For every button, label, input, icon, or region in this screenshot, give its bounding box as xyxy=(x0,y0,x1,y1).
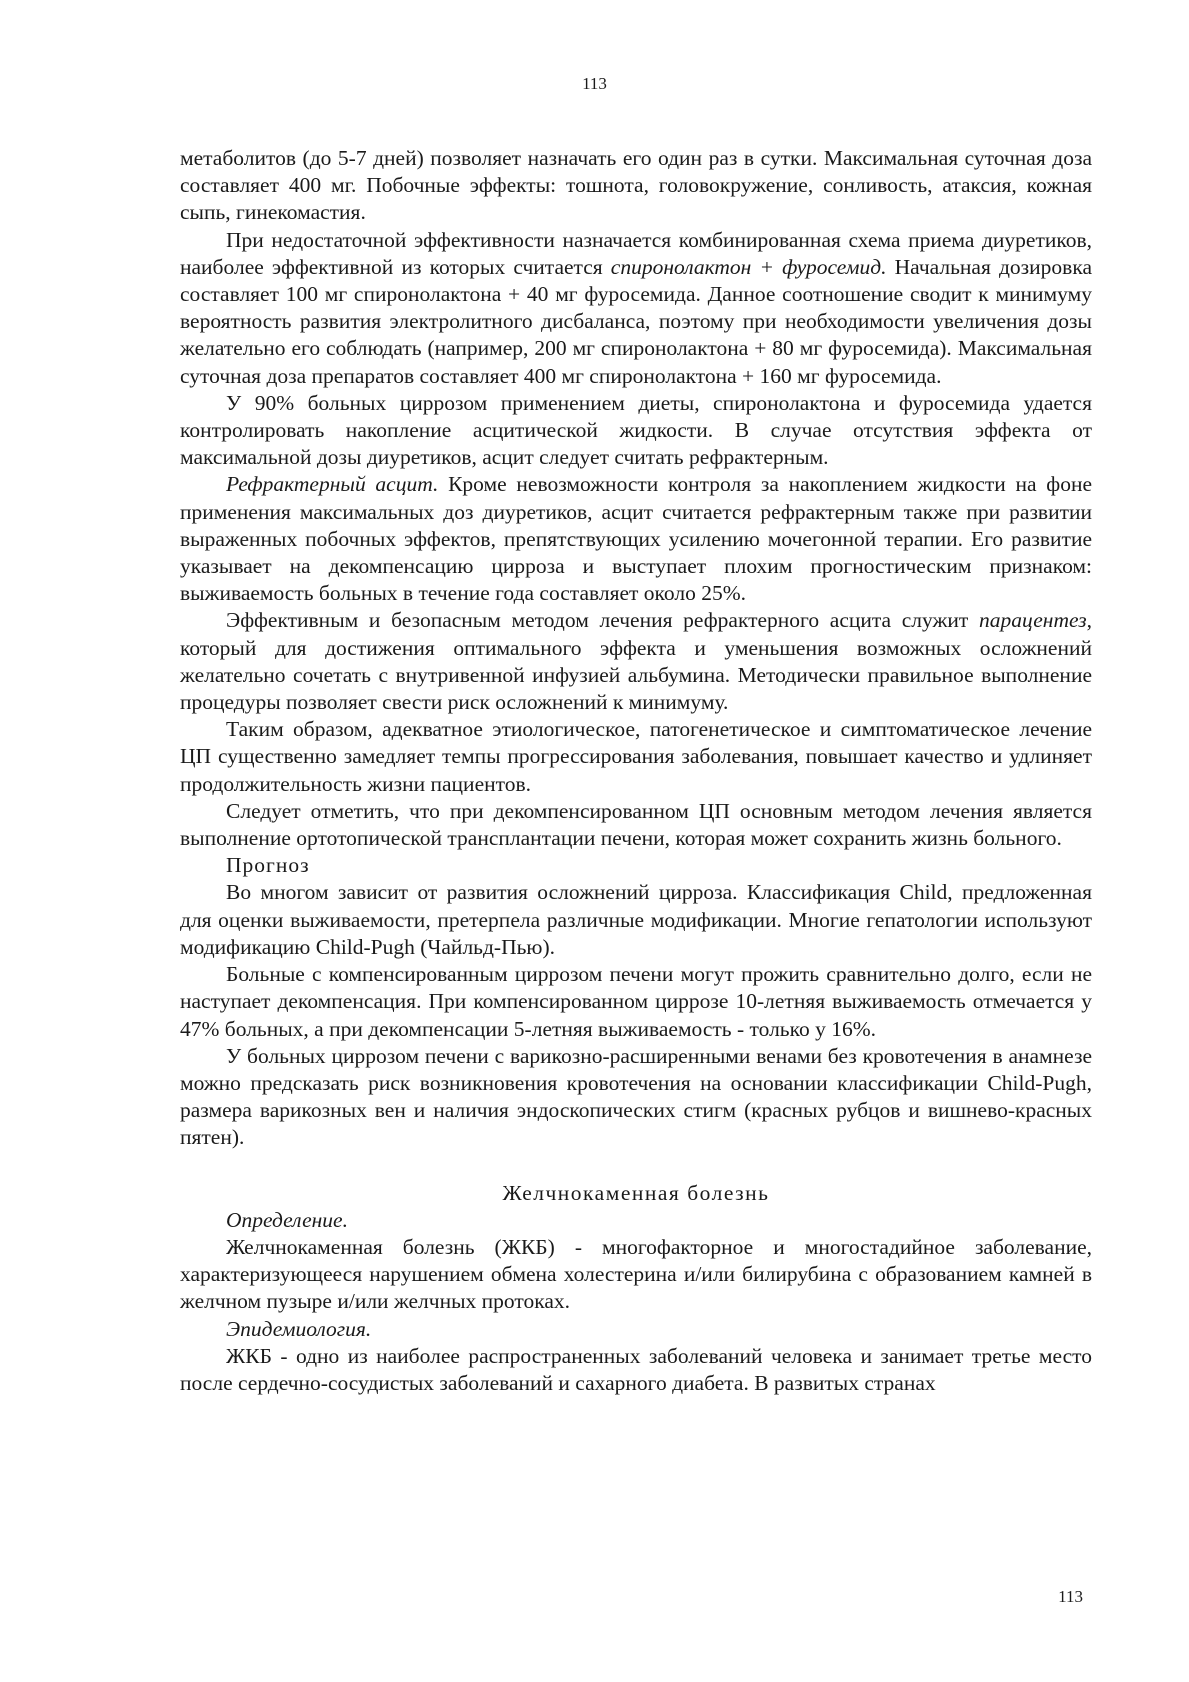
paragraph-10: Больные с компенсированным циррозом печени могут прожить сравнительно долго, если не наступает декомпенсация. При компенсированном циррозе 10-летняя выживаемость отмечается у 47% больных, а при декомпенсации 5-летняя выживаемость - только у 16%. xyxy=(180,962,1092,1041)
prognosis-heading: Прогноз xyxy=(226,853,310,878)
paragraph-7: Следует отметить, что при декомпенсированном ЦП основным методом лечения является выполнение ортотопической трансплантации печени, которая может сохранить жизнь больного. xyxy=(180,798,1092,851)
paragraph-2-italic: спиронолактон + фуросемид. xyxy=(610,254,887,279)
page-number-top: 113 xyxy=(582,74,607,93)
section-title: Желчнокаменная болезнь xyxy=(502,1180,770,1205)
page-number-bottom: 113 xyxy=(1058,1587,1083,1606)
paragraph-2-text-b: Начальная дозировка составляет 100 мг спиронолактона + 40 мг фуросемида. Данное соотношение сводит к минимуму вероятность развития электролитного дисбаланса, поэтому при необходимости увеличения дозы желательно его соблюдать (например, 200 мг спиронолактона + 80 мг фуросемида). Максимальная суточная доза препаратов составляет 400 мг спиронолактона + 160 мг фуросемида. xyxy=(180,254,1092,388)
paragraph-4 xyxy=(180,471,1092,607)
paragraph-13: ЖКБ - одно из наиболее распространенных заболеваний человека и занимает третье место после сердечно-сосудистых заболеваний и сахарного диабета. В развитых странах xyxy=(180,1343,1092,1395)
paragraph-11: У больных циррозом печени с варикозно-расширенными венами без кровотечения в анамнезе можно предсказать риск возникновения кровотечения на основании классификации Child-Pugh, размера варикозных вен и наличия эндоскопических стигм (красных рубцов и вишнево-красных пятен). xyxy=(180,1043,1092,1150)
paragraph-9: Во многом зависит от развития осложнений цирроза. Классификация Child, предложенная для оценки выживаемости, претерпела различные модификации. Многие гепатологии используют модификацию Child-Pugh (Чайльд-Пью). xyxy=(180,880,1092,959)
paragraph-2-text-a: При недостаточной эффективности назначается комбинированная схема приема диуретиков, наиболее эффективной из которых считается xyxy=(180,227,1092,279)
paragraph-1: метаболитов (до 5-7 дней) позволяет назначать его один раз в сутки. Максимальная суточная доза составляет 400 мг. Побочные эффекты: тошнота, головокружение, сонливость, атаксия, кожная сыпь, гинекомастия. xyxy=(180,146,1092,225)
paragraph-2 xyxy=(180,227,1092,390)
definition-heading xyxy=(180,1207,1092,1234)
paragraph-12: Желчнокаменная болезнь (ЖКБ) - многофакторное и многостадийное заболевание, характеризующееся нарушением обмена холестерина и/или билирубина с образованием камней в желчном пузыре и/или желчных протоках. xyxy=(180,1234,1092,1314)
paragraph-4-italic: Рефрактерный асцит. xyxy=(226,472,439,497)
epidemiology-heading xyxy=(180,1316,1092,1343)
paragraph-5-text-a: Эффективным и безопасным методом лечения рефрактерного асцита служит xyxy=(226,608,979,633)
paragraph-5 xyxy=(180,607,1092,716)
epidemiology-heading-text: Эпидемиология. xyxy=(226,1316,372,1341)
page-body xyxy=(180,145,1092,1397)
definition-heading-text: Определение. xyxy=(226,1207,348,1232)
paragraph-5-text-b: , который для достижения оптимального эффекта и уменьшения возможных осложнений желательно сочетать с внутривенной инфузией альбумина. Методически правильное выполнение процедуры позволяет свести риск осложнений к минимуму. xyxy=(180,608,1092,715)
paragraph-6: Таким образом, адекватное этиологическое, патогенетическое и симптоматическое лечение ЦП существенно замедляет темпы прогрессирования заболевания, повышает качество и удлиняет продолжительность жизни пациентов. xyxy=(180,717,1092,796)
paragraph-4-text: Кроме невозможности контроля за накоплением жидкости на фоне применения максимальных доз диуретиков, асцит считается рефрактерным также при развитии выраженных побочных эффектов, препятствующих усилению мочегонной терапии. Его развитие указывает на декомпенсацию цирроза и выступает плохим прогностическим признаком: выживаемость больных в течение года составляет около 25%. xyxy=(180,472,1092,606)
paragraph-5-italic: парацентез xyxy=(978,608,1087,633)
paragraph-3: У 90% больных циррозом применением диеты, спиронолактона и фуросемида удается контролировать накопление асцитической жидкости. В случае отсутствия эффекта от максимальной дозы диуретиков, асцит следует считать рефрактерным. xyxy=(180,390,1092,470)
